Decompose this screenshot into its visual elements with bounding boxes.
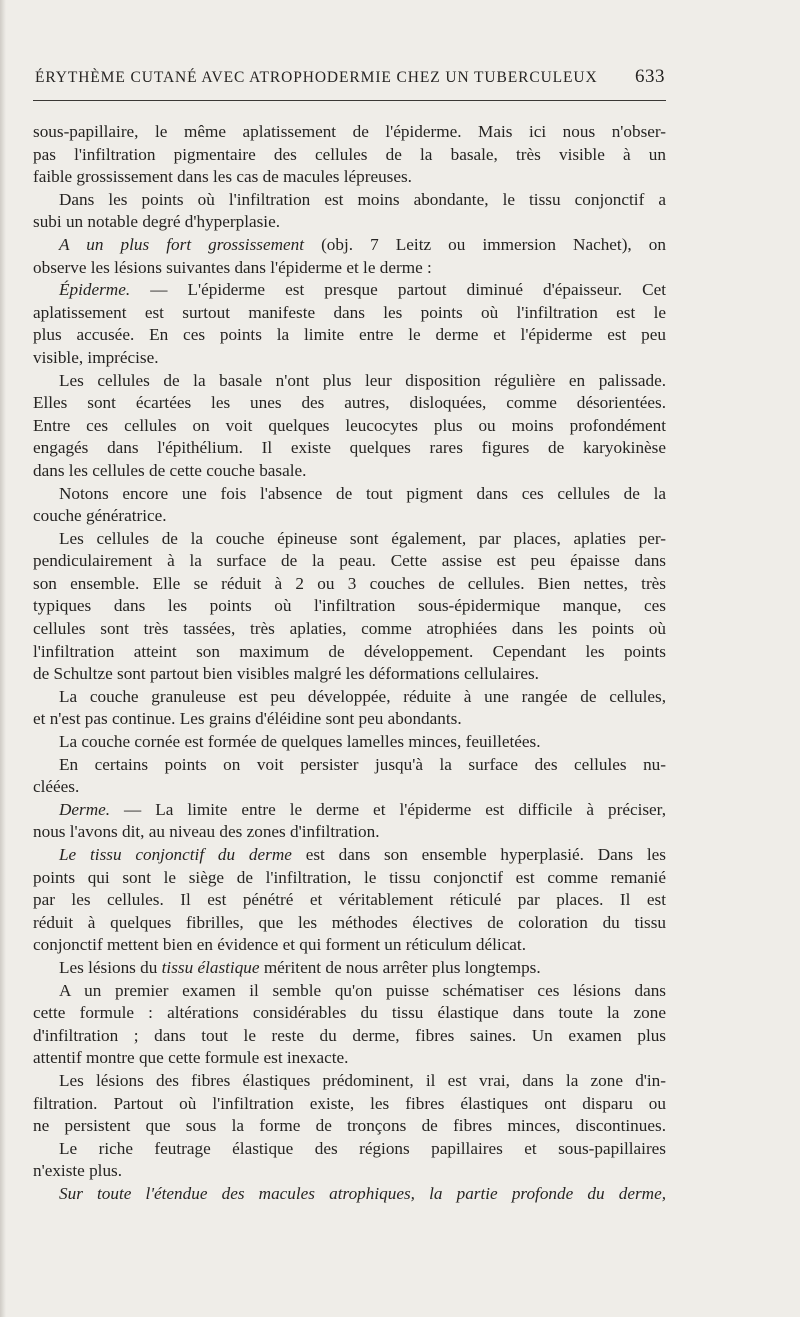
text-line bbox=[33, 844, 666, 867]
text-line: l'infiltration atteint son maximum de développement. Cependant les points bbox=[33, 641, 666, 661]
text-line: conjonctif mettent bien en évidence et qui forment un réticulum délicat. bbox=[33, 935, 527, 955]
text-line: sous-papillaire, le même aplatissement de l'épiderme. Mais ici nous n'obser- bbox=[33, 122, 666, 141]
running-head bbox=[35, 66, 665, 90]
text-line: engagés dans l'épithélium. Il existe quelques rares figures de karyokinèse bbox=[33, 438, 666, 458]
text-line: Le riche feutrage élastique des régions papillaires et sous-papillaires bbox=[59, 1138, 666, 1158]
text-run: (obj. 7 Leitz ou immersion Nachet), on bbox=[303, 234, 666, 254]
text-line: attentif montre que cette formule est inexacte. bbox=[33, 1048, 349, 1068]
text-line: cléées. bbox=[33, 777, 80, 797]
text-line: Elles sont écartées les unes des autres, disloquées, comme désorientées. bbox=[33, 393, 666, 413]
text-line: par les cellules. Il est pénétré et véritablement réticulé par places. Il est bbox=[33, 890, 666, 910]
body-text bbox=[33, 121, 666, 1206]
text-line: En certains points on voit persister jusqu'à la surface des cellules nu- bbox=[59, 754, 666, 774]
text-run: méritent de nous arrêter plus longtemps. bbox=[259, 957, 541, 977]
page-number: 633 bbox=[635, 66, 665, 87]
italic-run: Le tissu conjonctif du derme bbox=[59, 845, 292, 864]
text-line: La couche granuleuse est peu développée, réduite à une rangée de cellules, bbox=[59, 686, 666, 706]
text-line bbox=[33, 279, 666, 302]
text-line: observe les lésions suivantes dans l'épiderme et le derme : bbox=[33, 257, 432, 277]
text-line: cellules sont très tassées, très aplaties, comme atrophiées dans les points où bbox=[33, 619, 666, 639]
text-line: filtration. Partout où l'infiltration existe, les fibres élastiques ont disparu ou bbox=[33, 1093, 666, 1113]
text-line: pas l'infiltration pigmentaire des cellules de la basale, très visible à un bbox=[33, 144, 666, 164]
text-line bbox=[33, 211, 666, 234]
text-line: et n'est pas continue. Les grains d'éléidine sont peu abondants. bbox=[33, 709, 462, 729]
italic-run: tissu élastique bbox=[161, 957, 260, 977]
text-line: Les cellules de la basale n'ont plus leur disposition régulière en palissade. bbox=[59, 370, 666, 390]
text-line: de Schultze sont partout bien visibles malgré les déformations cellulaires. bbox=[33, 664, 539, 684]
text-line: ne persistent que sous la forme de tronçons de fibres minces, discontinues. bbox=[33, 1116, 666, 1136]
text-line bbox=[33, 234, 666, 257]
text-line: cette formule : altérations considérables du tissu élastique dans toute la zone bbox=[33, 1003, 666, 1023]
text-line: Notons encore une fois l'absence de tout pigment dans ces cellules de la bbox=[59, 483, 666, 503]
text-line bbox=[33, 957, 666, 980]
text-line: réduit à quelques fibrilles, que les méthodes électives de coloration du tissu bbox=[33, 912, 666, 932]
text-line bbox=[33, 1183, 666, 1206]
italic-run: Sur toute l'étendue des macules atrophiques, la partie profonde du derme, bbox=[59, 1183, 666, 1203]
text-run: — La limite entre le derme et l'épiderme est difficile à préciser, bbox=[110, 799, 666, 819]
text-line: A un premier examen il semble qu'on puisse schématiser ces lésions dans bbox=[59, 980, 666, 1000]
text-line bbox=[33, 799, 666, 822]
text-line: nous l'avons dit, au niveau des zones d'infiltration. bbox=[33, 822, 380, 842]
text-line-content: subi un notable degré d'hyperplasie. bbox=[33, 212, 280, 232]
text-line: aplatissement est surtout manifeste dans les points où l'infiltration est le bbox=[33, 302, 666, 322]
text-line: Les lésions des fibres élastiques prédominent, il est vrai, dans la zone d'in- bbox=[59, 1070, 666, 1090]
text-line: points qui sont le siège de l'infiltration, le tissu conjonctif est comme remanié bbox=[33, 867, 666, 887]
text-line: Dans les points où l'infiltration est moins abondante, le tissu conjonctif a bbox=[59, 189, 666, 209]
text-line: n'existe plus. bbox=[33, 1161, 123, 1181]
italic-run: A un plus fort grossissement bbox=[59, 234, 304, 254]
text-line: pendiculairement à la surface de la peau. Cette assise est peu épaisse dans bbox=[33, 551, 666, 571]
text-line: visible, imprécise. bbox=[33, 347, 159, 367]
text-line: couche génératrice. bbox=[33, 506, 167, 526]
text-run: est dans son ensemble hyperplasié. Dans les bbox=[291, 845, 666, 864]
italic-run: Derme. bbox=[59, 799, 111, 819]
text-line: Les cellules de la couche épineuse sont également, par places, aplaties per- bbox=[59, 528, 666, 548]
page-edge-shadow bbox=[0, 0, 6, 1317]
text-line: faible grossissement dans les cas de macules lépreuses. bbox=[33, 167, 412, 187]
text-line: Entre ces cellules on voit quelques leucocytes plus ou moins profondément bbox=[33, 415, 666, 435]
text-line: La couche cornée est formée de quelques lamelles minces, feuilletées. bbox=[59, 732, 541, 752]
text-run: Les lésions du bbox=[59, 957, 162, 977]
text-run: — L'épiderme est presque partout diminué d'épaisseur. Cet bbox=[130, 280, 666, 300]
text-line: d'infiltration ; dans tout le reste du derme, fibres saines. Un examen plus bbox=[33, 1025, 666, 1045]
text-line: typiques dans les points où l'infiltration sous-épidermique manque, ces bbox=[33, 596, 666, 616]
header-rule bbox=[33, 100, 666, 101]
text-line: dans les cellules de cette couche basale. bbox=[33, 460, 307, 480]
running-title: ÉRYTHÈME CUTANÉ AVEC ATROPHODERMIE CHEZ UN TUBERCULEUX bbox=[35, 69, 598, 86]
italic-run: Épiderme. bbox=[59, 280, 131, 300]
text-line: son ensemble. Elle se réduit à 2 ou 3 couches de cellules. Bien nettes, très bbox=[33, 573, 666, 593]
text-line: plus accusée. En ces points la limite entre le derme et l'épiderme est peu bbox=[33, 325, 666, 345]
